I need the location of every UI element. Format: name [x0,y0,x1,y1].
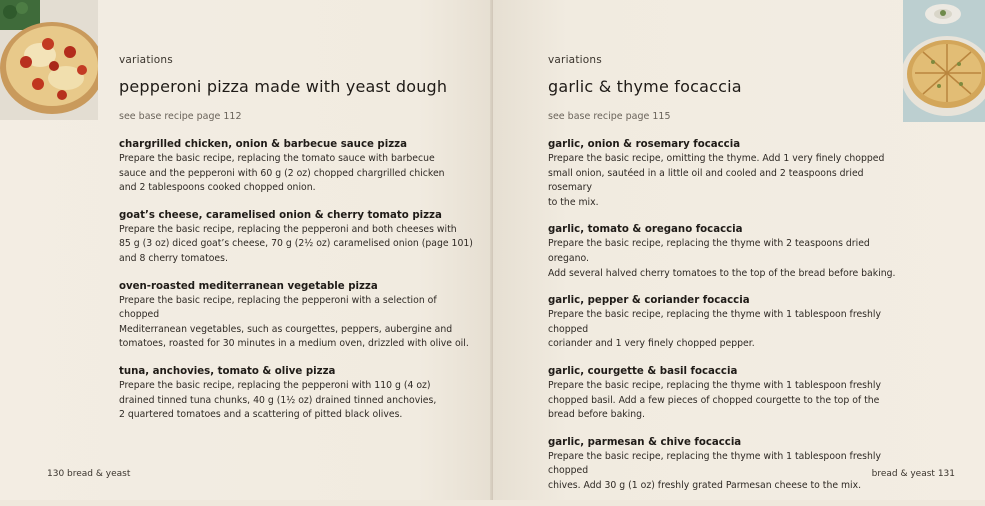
focaccia-image [903,0,985,122]
page-footer: bread & yeast 131 [871,469,955,479]
see-base-recipe: see base recipe page 115 [548,111,671,122]
section-label: variations [548,54,602,66]
see-base-recipe: see base recipe page 112 [119,111,242,122]
recipe-title: pepperoni pizza made with yeast dough [119,77,448,96]
pizza-image [0,0,98,120]
variation-title: garlic, onion & rosemary focaccia [548,139,741,150]
variation-title: garlic, parmesan & chive focaccia [548,436,742,448]
variation-title: tuna, anchovies, tomato & olive pizza [119,365,336,377]
variation-item [548,364,908,423]
pizza-photo [0,0,98,120]
variation-item [548,435,908,494]
variation-item [119,208,479,267]
recipe-title: garlic & thyme focaccia [548,77,742,96]
variation-item [548,293,908,352]
variation-body: Prepare the basic recipe, omitting the thyme. Add 1 very finely chopped small onion, sautéed in a little oil and cooled and 2 teaspoons dried rosemary to the mix. [548,153,885,208]
variation-title: goat’s cheese, caramelised onion & cherry tomato pizza [119,209,442,221]
variation-body: Prepare the basic recipe, replacing the thyme with 1 tablespoon freshly chopped coriander and 1 very finely chopped pepper. [548,309,881,350]
variation-item [548,137,908,210]
variation-title: oven-roasted mediterranean vegetable pizza [119,280,378,292]
page-footer: 130 bread & yeast [47,469,131,479]
variation-body: Prepare the basic recipe, replacing the pepperoni and both cheeses with 85 g (3 oz) diced goat’s cheese, 70 g (2½ oz) caramelised onion (page 101) and 8 cherry tomatoes. [119,223,473,264]
variation-title: garlic, courgette & basil focaccia [548,365,738,377]
variation-title: garlic, pepper & coriander focaccia [548,295,750,307]
focaccia-photo [903,0,985,122]
variation-body: Prepare the basic recipe, replacing the pepperoni with 110 g (4 oz) drained tinned tuna chunks, 40 g (1½ oz) drained tinned anchovies, 2 quartered tomatoes and a scattering of pitted black olives. [119,379,437,421]
variation-item [119,364,479,423]
variations-list [548,137,908,506]
variation-body: Prepare the basic recipe, replacing the thyme with 2 teaspoons dried oregano. Add several halved cherry tomatoes to the top of the bread before baking. [548,238,896,279]
right-page [493,0,985,500]
variation-item [119,279,479,352]
variation-body: Prepare the basic recipe, replacing the thyme with 1 tablespoon freshly chopped chives. Add 30 g (1 oz) freshly grated Parmesan cheese to the mix. [548,450,881,491]
variations-list [119,137,479,435]
variation-title: chargrilled chicken, onion & barbecue sauce pizza [119,139,407,150]
left-page [0,0,492,500]
variation-title: garlic, tomato & oregano focaccia [548,224,743,236]
section-label: variations [119,54,173,66]
variation-item [119,137,479,196]
variation-body: Prepare the basic recipe, replacing the pepperoni with a selection of chopped Mediterranean vegetables, such as courgettes, peppers, aubergine and tomatoes, roasted for 30 minutes in a medium oven, drizzled with olive oil. [119,294,469,350]
variation-body: Prepare the basic recipe, replacing the tomato sauce with barbecue sauce and the pepperoni with 60 g (2 oz) chopped chargrilled chicken and 2 tablespoons cooked chopped onion. [119,153,445,194]
variation-item [548,222,908,281]
variation-body: Prepare the basic recipe, replacing the thyme with 1 tablespoon freshly chopped basil. Add a few pieces of chopped courgette to the top of the bread before baking. [548,379,881,421]
